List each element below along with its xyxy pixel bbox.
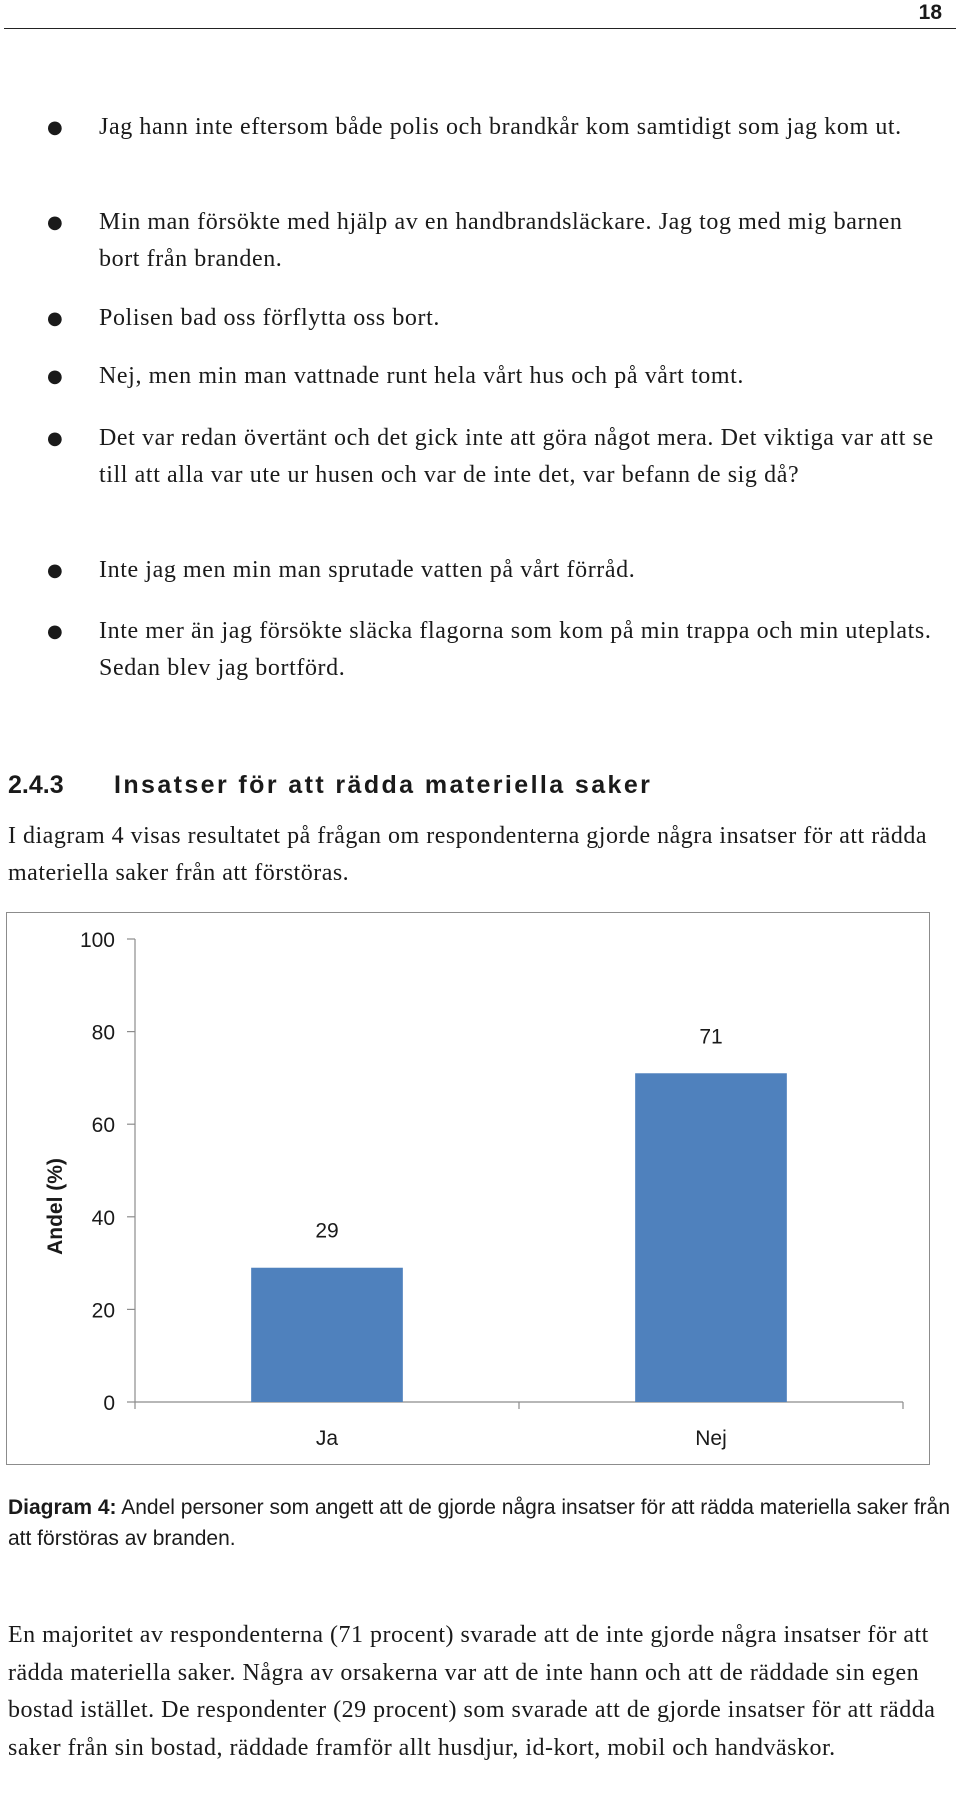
bullet-icon: ● — [47, 117, 64, 138]
y-tick-label: 60 — [91, 1114, 115, 1138]
data-label: 71 — [699, 1025, 723, 1049]
figure-caption — [8, 1492, 953, 1554]
x-category-label: Nej — [695, 1427, 727, 1450]
y-tick-label: 100 — [79, 929, 115, 952]
caption-text: Andel personer som angett att de gjorde några insatser för att rädda materiella saker från att förstöras av branden. — [8, 1496, 951, 1550]
section-number: 2.4.3 — [8, 771, 64, 799]
list-item-text: Inte mer än jag försökte släcka flagorna som kom på min trappa och min uteplats. Sedan blev jag bortförd. — [99, 618, 932, 681]
y-tick-label: 20 — [91, 1299, 115, 1323]
y-tick-label: 40 — [91, 1206, 115, 1230]
section-title: Insatser för att rädda materiella saker — [114, 771, 653, 799]
y-axis-title: Andel (%) — [44, 1158, 67, 1255]
list-item-text: Det var redan övertänt och det gick inte att göra något mera. Det viktiga var att se till att alla var ute ur husen och var de inte det, var befann de sig då? — [99, 425, 934, 488]
list-item-text: Polisen bad oss förflytta oss bort. — [99, 305, 440, 331]
closing-paragraph: En majoritet av respondenterna (71 procent) svarade att de inte gjorde några insatser för att rädda materiella saker. Några av orsakerna var att de inte hann och att de räddade sin egen bostad istället. De respondenter (29 procent) som svarade att de gjorde insatser för att rädda saker från sin bostad, räddade framför allt husdjur, id-kort, mobil och handväskor. — [8, 1622, 936, 1761]
page-number: 18 — [918, 1, 942, 24]
chart-svg — [6, 912, 930, 1465]
caption-label: Diagram 4: — [8, 1496, 117, 1519]
page-header — [4, 0, 956, 29]
bar-chart — [6, 912, 960, 1467]
bullet-icon: ● — [47, 560, 64, 581]
bullet-icon: ● — [47, 428, 64, 449]
bar-nej — [635, 1073, 787, 1402]
y-tick-label: 80 — [91, 1021, 115, 1045]
list-item-text: Jag hann inte eftersom både polis och brandkår kom samtidigt som jag kom ut. — [99, 114, 902, 140]
bullet-icon: ● — [47, 366, 64, 387]
section-heading — [8, 768, 652, 802]
bullet-icon: ● — [47, 212, 64, 233]
list-item-text: Nej, men min man vattnade runt hela vårt hus och på vårt tomt. — [99, 363, 745, 389]
x-category-label: Ja — [315, 1427, 339, 1450]
list-item-text: Min man försökte med hjälp av en handbrandsläckare. Jag tog med mig barnen bort från branden. — [99, 209, 903, 272]
bullet-icon: ● — [47, 621, 64, 642]
y-tick-label: 0 — [103, 1392, 115, 1415]
data-label: 29 — [315, 1219, 339, 1243]
bullet-icon: ● — [47, 308, 64, 329]
intro-paragraph: I diagram 4 visas resultatet på frågan om respondenterna gjorde några insatser för att rädda materiella saker från att förstöras. — [8, 823, 927, 886]
bar-ja — [251, 1268, 403, 1402]
list-item-text: Inte jag men min man sprutade vatten på vårt förråd. — [99, 557, 636, 583]
